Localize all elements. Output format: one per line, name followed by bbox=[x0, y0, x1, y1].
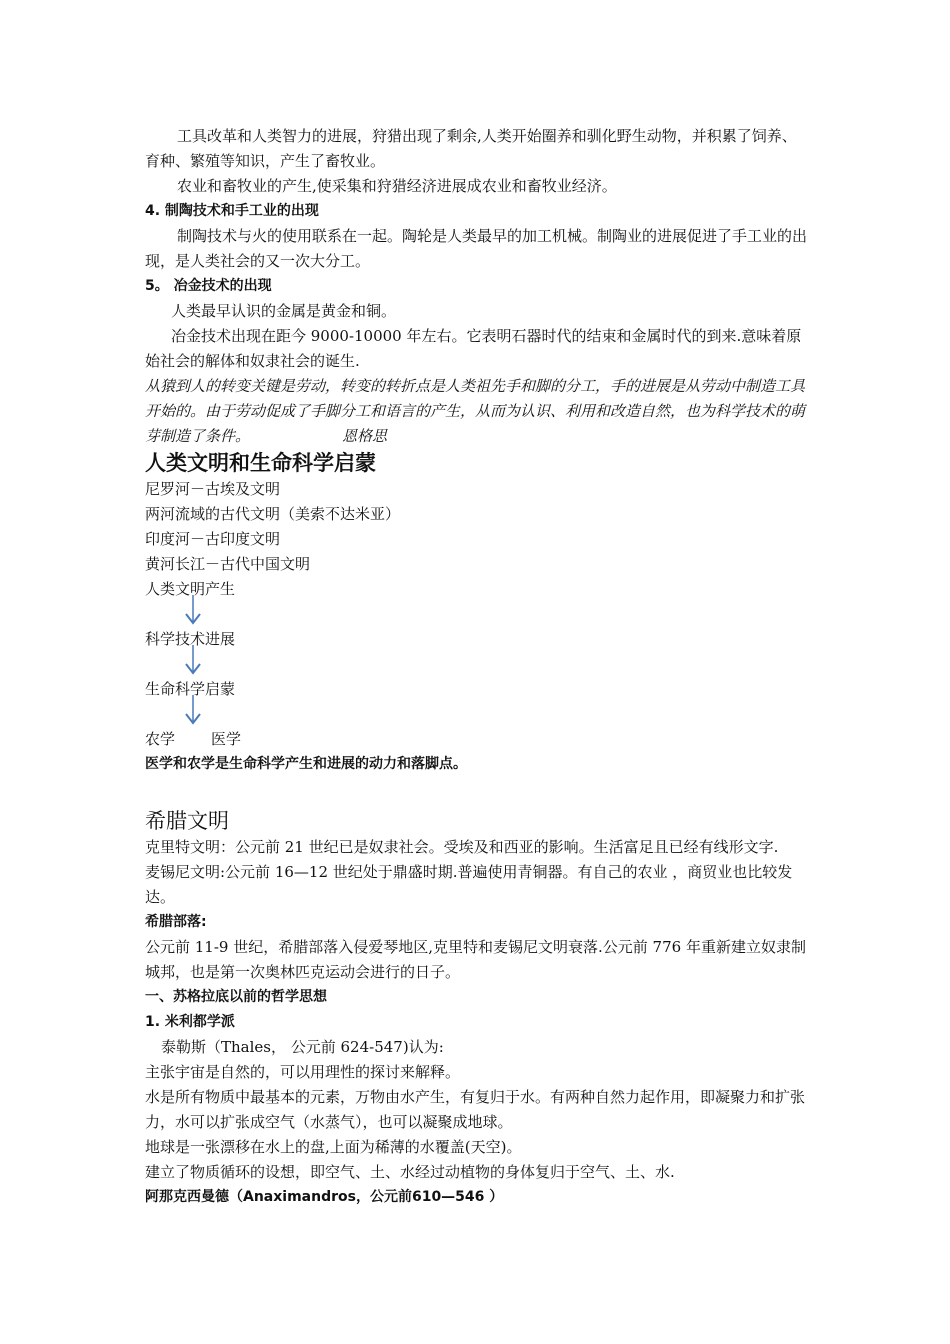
flow-end-agriculture: 农学 bbox=[145, 730, 176, 748]
heading-metallurgy: 5。 冶金技术的出现 bbox=[145, 278, 272, 294]
section-title-civilization: 人类文明和生命科学启蒙 bbox=[145, 451, 376, 475]
thales-point: 建立了物质循环的设想，即空气、土、水经过动植物的身体复归于空气、土、水. bbox=[145, 1163, 675, 1181]
quote-text: 从猿到人的转变关键是劳动，转变的转折点是人类祖先手和脚的分工，手的进展是从劳动中制造工具开始的。由于劳动促成了手脚分工和语言的产生，从而为认识、利用和改造自然，也为科学技术的萌芽制造了条件。 bbox=[145, 377, 806, 445]
thales-point: 地球是一张漂移在水上的盘,上面为稀薄的水覆盖(天空)。 bbox=[145, 1138, 522, 1156]
document-page bbox=[145, 124, 810, 1210]
civilization-item: 黄河长江－古代中国文明 bbox=[145, 555, 311, 573]
civilization-item: 两河流域的古代文明（美索不达米亚） bbox=[145, 505, 401, 523]
flow-step: 科学技术进展 bbox=[145, 630, 236, 648]
paragraph-metallurgy-era: 冶金技术出现在距今 9000-10000 年左右。它表明石器时代的结束和金属时代的到来.意味着原始社会的解体和奴隶社会的诞生. bbox=[145, 327, 802, 370]
thales-intro: 泰勒斯（Thales， 公元前 624-547)认为: bbox=[161, 1038, 444, 1056]
conclusion: 医学和农学是生命科学产生和进展的动力和落脚点。 bbox=[145, 756, 467, 772]
down-arrow-icon bbox=[145, 652, 810, 677]
engels-quote bbox=[145, 374, 810, 449]
paragraph-animal-husbandry: 工具改革和人类智力的进展，狩猎出现了剩余,人类开始圈养和驯化野生动物，并积累了饲养、育种、繁殖等知识，产生了畜牧业。 bbox=[145, 127, 797, 170]
thales-point: 水是所有物质中最基本的元素，万物由水产生，有复归于水。有两种自然力起作用，即凝聚力和扩张力，水可以扩张成空气（水蒸气），也可以凝聚成地球。 bbox=[145, 1088, 806, 1131]
paragraph-pottery: 制陶技术与火的使用联系在一起。陶轮是人类最早的加工机械。制陶业的进展促进了手工业的出现，是人类社会的又一次大分工。 bbox=[145, 227, 808, 270]
heading-pre-socratic: 一、苏格拉底以前的哲学思想 bbox=[145, 989, 327, 1005]
flow-step: 人类文明产生 bbox=[145, 580, 236, 598]
paragraph-first-metals: 人类最早认识的金属是黄金和铜。 bbox=[171, 302, 397, 320]
down-arrow-icon bbox=[145, 702, 810, 727]
heading-anaximander: 阿那克西曼德（Anaximandros，公元前610—546 ） bbox=[145, 1189, 504, 1205]
paragraph-greek-tribes: 公元前 11-9 世纪，希腊部落入侵爱琴地区,克里特和麦锡尼文明衰落.公元前 776 年重新建立奴隶制城邦，也是第一次奥林匹克运动会进行的日子。 bbox=[145, 938, 806, 981]
paragraph-agriculture-economy: 农业和畜牧业的产生,使采集和狩猎经济进展成农业和畜牧业经济。 bbox=[177, 177, 617, 195]
flow-end bbox=[145, 727, 810, 752]
quote-author: 恩格思 bbox=[342, 427, 388, 445]
civilization-item: 尼罗河－古埃及文明 bbox=[145, 480, 281, 498]
paragraph-mycenae: 麦锡尼文明:公元前 16—12 世纪处于鼎盛时期.普遍使用青铜器。有自己的农业 ，商贸业也比较发达。 bbox=[145, 863, 793, 906]
flow-step: 生命科学启蒙 bbox=[145, 680, 236, 698]
thales-point: 主张宇宙是自然的，可以用理性的探讨来解释。 bbox=[145, 1063, 461, 1081]
section-title-greece: 希腊文明 bbox=[145, 809, 229, 833]
heading-milesian: 1. 米利都学派 bbox=[145, 1014, 235, 1030]
flow-end-medicine: 医学 bbox=[211, 730, 242, 748]
paragraph-crete: 克里特文明：公元前 21 世纪已是奴隶社会。受埃及和西亚的影响。生活富足且已经有线形文字. bbox=[145, 838, 779, 856]
heading-pottery: 4. 制陶技术和手工业的出现 bbox=[145, 203, 319, 219]
civilization-item: 印度河－古印度文明 bbox=[145, 530, 281, 548]
heading-greek-tribes: 希腊部落: bbox=[145, 914, 207, 930]
down-arrow-icon bbox=[145, 602, 810, 627]
